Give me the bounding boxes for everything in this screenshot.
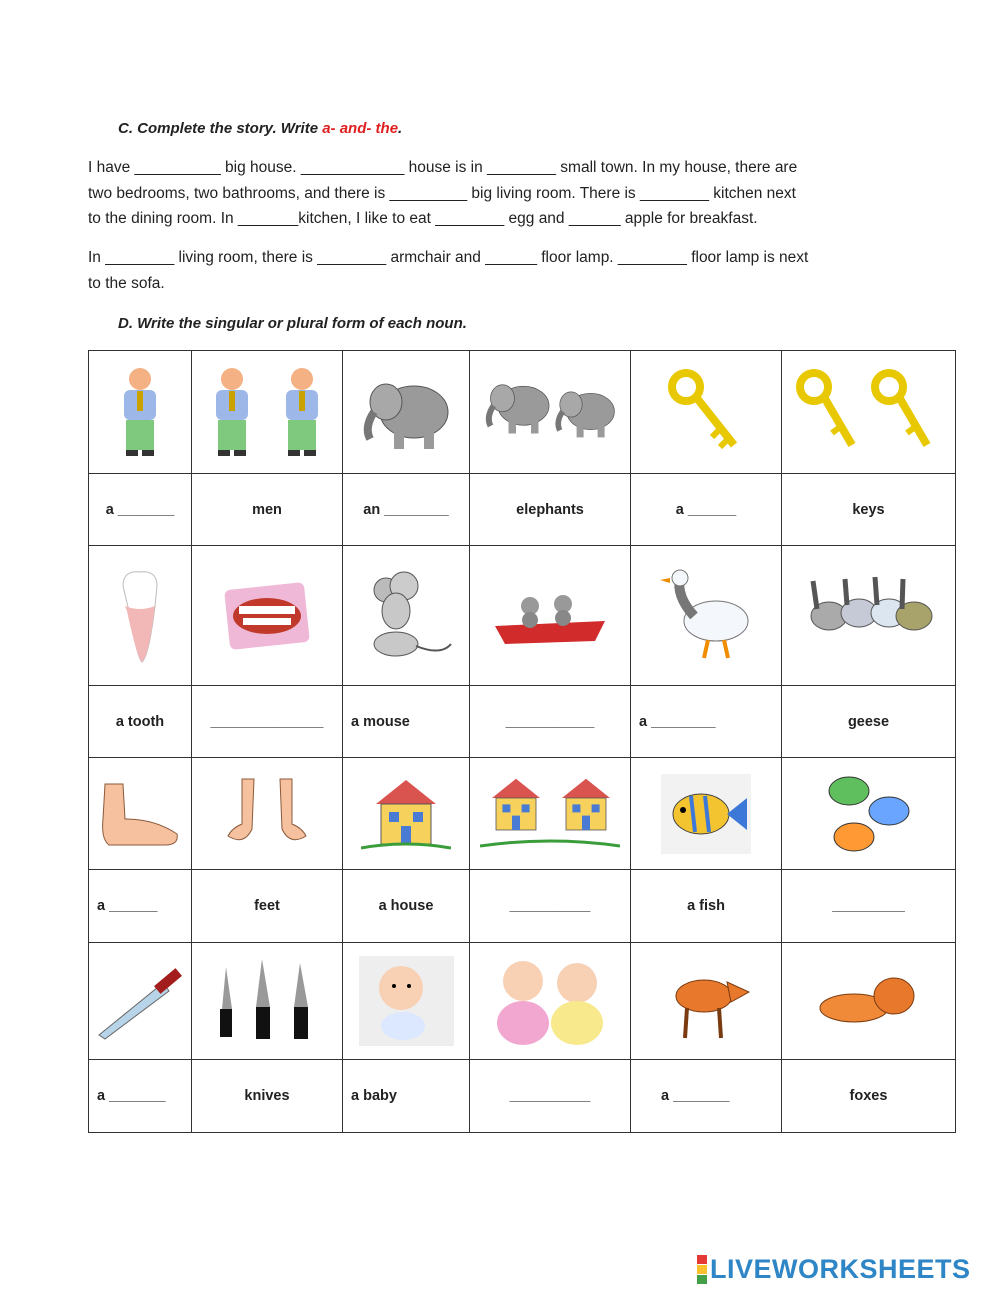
men-image [192, 351, 343, 474]
word-cell: feet [192, 870, 343, 943]
image-row [89, 943, 956, 1060]
word-cell: elephants [470, 474, 631, 546]
image-row [89, 758, 956, 870]
keys-image [782, 351, 956, 474]
elephant-image [343, 351, 470, 474]
foxes-image [782, 943, 956, 1060]
mouse-image [343, 546, 470, 686]
liveworksheets-logo [697, 1254, 971, 1285]
word-cell: a fish [631, 870, 782, 943]
teeth-image [192, 546, 343, 686]
knife-image [89, 943, 192, 1060]
image-row [89, 546, 956, 686]
feet-image [192, 758, 343, 870]
label-row [89, 1060, 956, 1133]
goose-image [631, 546, 782, 686]
answer-cell[interactable]: __________ [470, 1060, 631, 1133]
noun-table [88, 350, 956, 1133]
logo-icon [697, 1255, 707, 1284]
heading-highlight: a- and- the [322, 120, 399, 137]
label-row [89, 686, 956, 758]
man-image [89, 351, 192, 474]
baby-image [343, 943, 470, 1060]
babies-image [470, 943, 631, 1060]
house-image [343, 758, 470, 870]
answer-cell[interactable]: a ______ [631, 474, 782, 546]
section-c-heading: C. Complete the story. Write a- and- the. [118, 120, 403, 137]
word-cell: a mouse [343, 686, 470, 758]
answer-cell[interactable]: a ______ [89, 870, 192, 943]
word-cell: geese [782, 686, 956, 758]
answer-cell[interactable]: _________ [782, 870, 956, 943]
image-row [89, 351, 956, 474]
elephants-image [470, 351, 631, 474]
answer-cell[interactable]: an ________ [343, 474, 470, 546]
answer-cell[interactable]: a _______ [89, 474, 192, 546]
label-row [89, 870, 956, 943]
fishes-image [782, 758, 956, 870]
word-cell: a tooth [89, 686, 192, 758]
key-image [631, 351, 782, 474]
story-paragraph-2: In ________ living room, there is ________ armchair and ______ floor lamp. ________ floor lamp is next to the sofa. [88, 249, 809, 292]
section-d-heading: D. Write the singular or plural form of each noun. [118, 315, 467, 332]
word-cell: foxes [782, 1060, 956, 1133]
knives-image [192, 943, 343, 1060]
tooth-image [89, 546, 192, 686]
story-paragraph-1: I have __________ big house. ____________ house is in ________ small town. In my house, there are two bedrooms, two bathrooms, and there is _________ big living room. There is ________ kitchen next to the dining room. In _______kitchen, I like to eat ________ egg and ______ apple for breakfast. [88, 159, 798, 227]
word-cell: a baby [343, 1060, 470, 1133]
foot-image [89, 758, 192, 870]
houses-image [470, 758, 631, 870]
word-cell: knives [192, 1060, 343, 1133]
answer-cell[interactable]: a ________ [631, 686, 782, 758]
logo-text: LIVEWORKSHEETS [710, 1254, 971, 1284]
label-row [89, 474, 956, 546]
fish-image [631, 758, 782, 870]
answer-cell[interactable]: ___________ [470, 686, 631, 758]
answer-cell[interactable]: a _______ [89, 1060, 192, 1133]
answer-cell[interactable]: ______________ [192, 686, 343, 758]
answer-cell[interactable]: a _______ [631, 1060, 782, 1133]
word-cell: a house [343, 870, 470, 943]
geese-image [782, 546, 956, 686]
word-cell: men [192, 474, 343, 546]
answer-cell[interactable]: __________ [470, 870, 631, 943]
fox-image [631, 943, 782, 1060]
mice-image [470, 546, 631, 686]
word-cell: keys [782, 474, 956, 546]
